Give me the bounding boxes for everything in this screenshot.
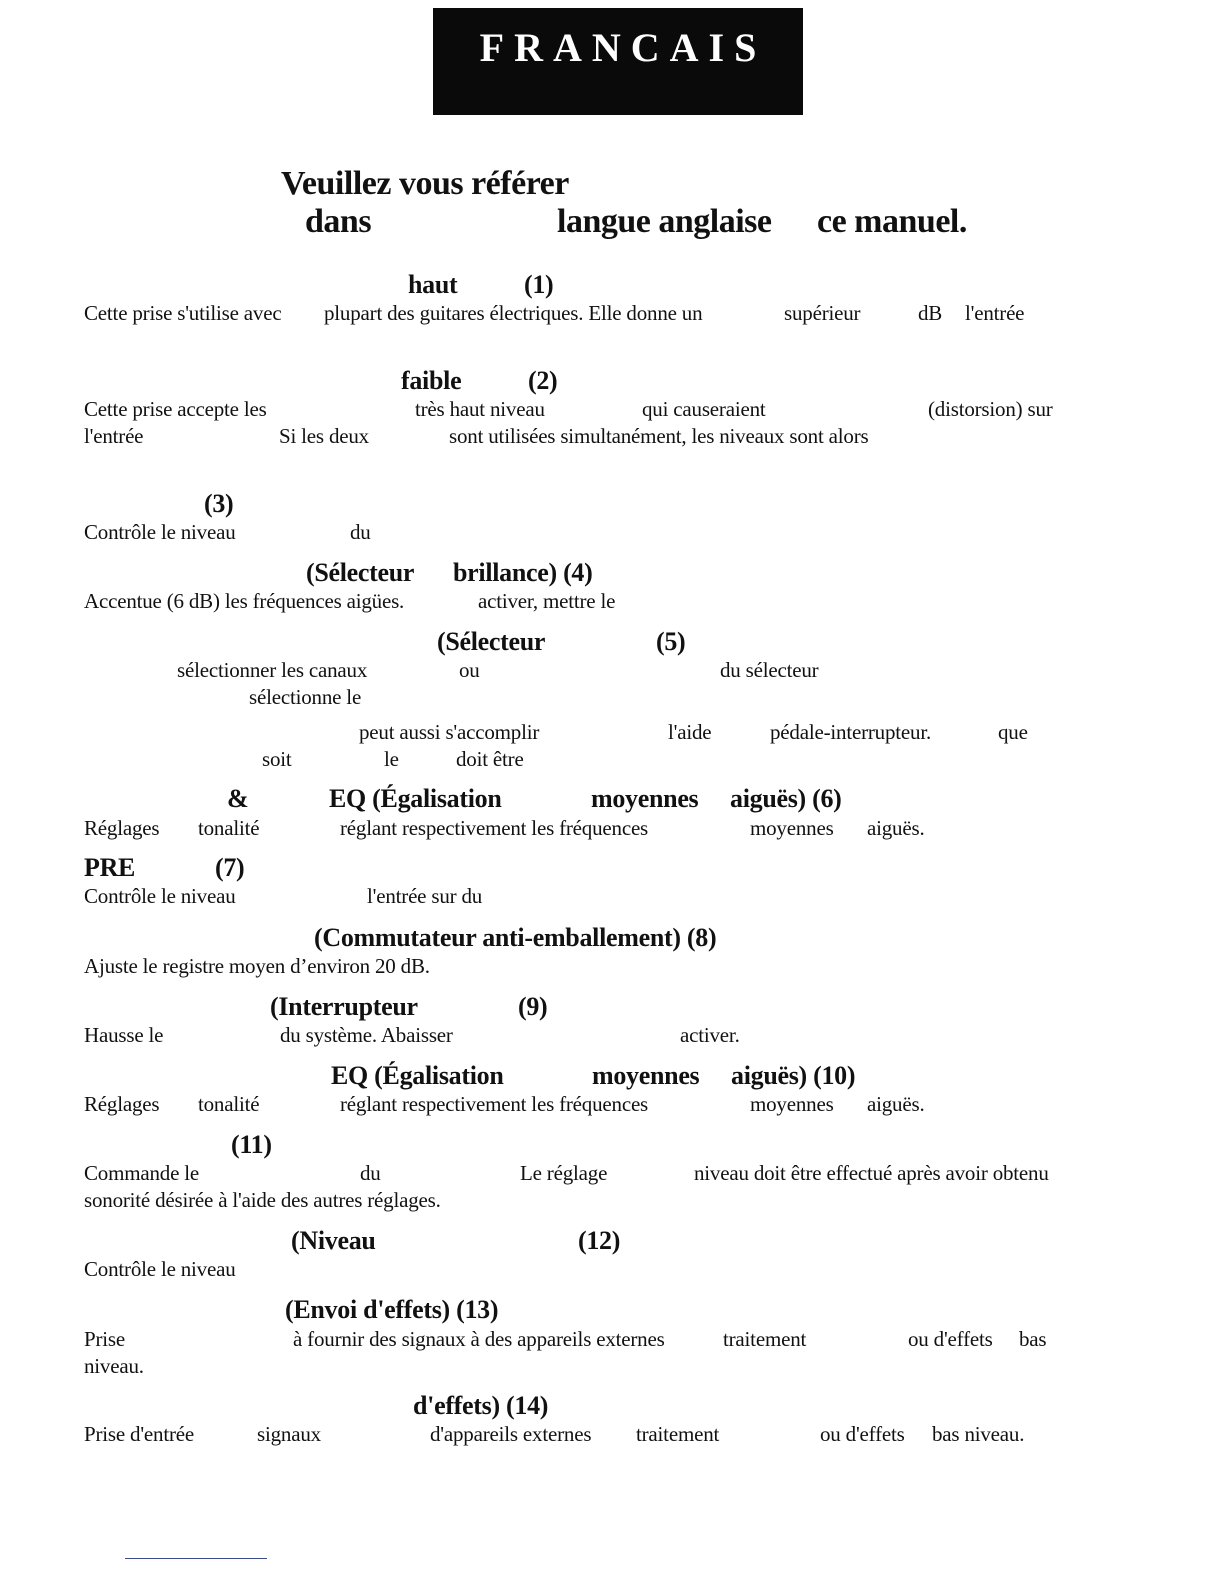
section-10-heading: aiguës) (10) <box>731 1061 856 1090</box>
section-3-text: du <box>350 520 371 544</box>
section-9-text: activer. <box>680 1023 740 1047</box>
section-6-text: aiguës. <box>867 816 925 840</box>
section-14-text: d'appareils externes <box>430 1422 592 1446</box>
section-3-heading-number: (3) <box>204 489 234 518</box>
section-4-heading: (Sélecteur <box>306 558 415 587</box>
section-13-text: traitement <box>723 1327 807 1351</box>
section-14-text: bas niveau. <box>932 1422 1025 1446</box>
section-4-heading: brillance) (4) <box>453 558 593 587</box>
section-5-heading: (Sélecteur <box>437 627 546 656</box>
intro-line-1: Veuillez vous référer <box>281 165 569 202</box>
section-14-text: Prise d'entrée <box>84 1422 195 1446</box>
section-7-text: Contrôle le niveau <box>84 884 236 908</box>
section-2-text: qui causeraient <box>642 397 766 421</box>
section-10-text: moyennes <box>750 1092 834 1116</box>
section-5-text: sélectionner les canaux <box>177 658 368 682</box>
section-14-text: ou d'effets <box>820 1422 905 1446</box>
section-10-text: tonalité <box>198 1092 260 1116</box>
section-6-heading: aiguës) (6) <box>730 784 842 813</box>
intro-line-2-part: dans <box>305 203 372 240</box>
section-6-text: Réglages <box>84 816 160 840</box>
section-12-text: Contrôle le niveau <box>84 1257 236 1281</box>
section-10-text: aiguës. <box>867 1092 925 1116</box>
section-11-text: niveau doit être effectué après avoir obtenu <box>694 1161 1049 1185</box>
section-6-heading: & <box>227 784 249 813</box>
section-11-text: Le réglage <box>520 1161 608 1185</box>
section-11-heading-number: (11) <box>231 1130 272 1159</box>
section-2-heading-number: (2) <box>528 366 558 395</box>
section-11-text: Commande le <box>84 1161 200 1185</box>
section-11-text: du <box>360 1161 381 1185</box>
section-9-heading: (Interrupteur <box>270 992 418 1021</box>
section-5-text: soit <box>262 747 292 771</box>
section-5-text: ou <box>459 658 480 682</box>
section-11-text: sonorité désirée à l'aide des autres réglages. <box>84 1188 441 1212</box>
section-10-heading: moyennes <box>592 1061 700 1090</box>
section-1-text: supérieur <box>784 301 861 325</box>
section-1-text: plupart des guitares électriques. Elle donne un <box>324 301 703 325</box>
section-5-text: doit être <box>456 747 524 771</box>
section-4-text: Accentue (6 dB) les fréquences aigües. <box>84 589 405 613</box>
section-12-heading: (Niveau <box>291 1226 376 1255</box>
section-2-text: sont utilisées simultanément, les niveaux sont alors <box>449 424 869 448</box>
section-2-text: Cette prise accepte les <box>84 397 267 421</box>
section-1-heading: haut <box>408 270 458 299</box>
section-5-text: que <box>998 720 1028 744</box>
intro-line-2-part: langue anglaise <box>557 203 772 240</box>
section-13-text: ou d'effets <box>908 1327 993 1351</box>
section-2-text: (distorsion) sur <box>928 397 1053 421</box>
section-5-text: peut aussi s'accomplir <box>359 720 540 744</box>
section-10-heading: EQ (Égalisation <box>331 1061 504 1090</box>
section-6-heading: EQ (Égalisation <box>329 784 502 813</box>
section-12-heading-number: (12) <box>578 1226 621 1255</box>
section-14-text: traitement <box>636 1422 720 1446</box>
section-13-heading: (Envoi d'effets) (13) <box>285 1295 499 1324</box>
section-7-text: l'entrée sur du <box>367 884 483 908</box>
section-14-heading: d'effets) (14) <box>413 1391 549 1420</box>
section-1-heading-number: (1) <box>524 270 554 299</box>
section-2-heading: faible <box>401 366 462 395</box>
section-13-text: Prise <box>84 1327 126 1351</box>
section-6-text: tonalité <box>198 816 260 840</box>
section-9-heading-number: (9) <box>518 992 548 1021</box>
section-9-text: Hausse le <box>84 1023 164 1047</box>
section-1-text: dB <box>918 301 943 325</box>
section-1-text: Cette prise s'utilise avec <box>84 301 282 325</box>
section-2-text: l'entrée <box>84 424 144 448</box>
section-5-heading-number: (5) <box>656 627 686 656</box>
section-6-text: moyennes <box>750 816 834 840</box>
section-10-text: Réglages <box>84 1092 160 1116</box>
footer-divider <box>125 1558 267 1559</box>
intro-line-2-part: ce manuel. <box>817 203 967 240</box>
section-13-text: niveau. <box>84 1354 144 1378</box>
banner-title: FRANCAIS <box>479 25 767 70</box>
section-1-text: l'entrée <box>965 301 1025 325</box>
section-10-text: réglant respectivement les fréquences <box>340 1092 649 1116</box>
section-5-text: du sélecteur <box>720 658 819 682</box>
section-5-text: le <box>384 747 399 771</box>
section-5-text: l'aide <box>668 720 712 744</box>
language-banner <box>433 8 803 115</box>
section-2-text: très haut niveau <box>415 397 545 421</box>
section-6-heading: moyennes <box>591 784 699 813</box>
section-3-text: Contrôle le niveau <box>84 520 236 544</box>
section-14-text: signaux <box>257 1422 321 1446</box>
section-5-text: sélectionne le <box>249 685 362 709</box>
section-4-text: activer, mettre le <box>478 589 616 613</box>
section-13-text: à fournir des signaux à des appareils externes <box>293 1327 665 1351</box>
section-5-text: pédale-interrupteur. <box>770 720 932 744</box>
section-9-text: du système. Abaisser <box>280 1023 453 1047</box>
section-8-heading: (Commutateur anti-emballement) (8) <box>314 923 717 952</box>
section-7-heading-number: (7) <box>215 853 245 882</box>
section-13-text: bas <box>1019 1327 1047 1351</box>
section-2-text: Si les deux <box>279 424 369 448</box>
section-8-text: Ajuste le registre moyen d’environ 20 dB. <box>84 954 430 978</box>
section-7-heading: PRE <box>84 853 136 882</box>
section-6-text: réglant respectivement les fréquences <box>340 816 649 840</box>
